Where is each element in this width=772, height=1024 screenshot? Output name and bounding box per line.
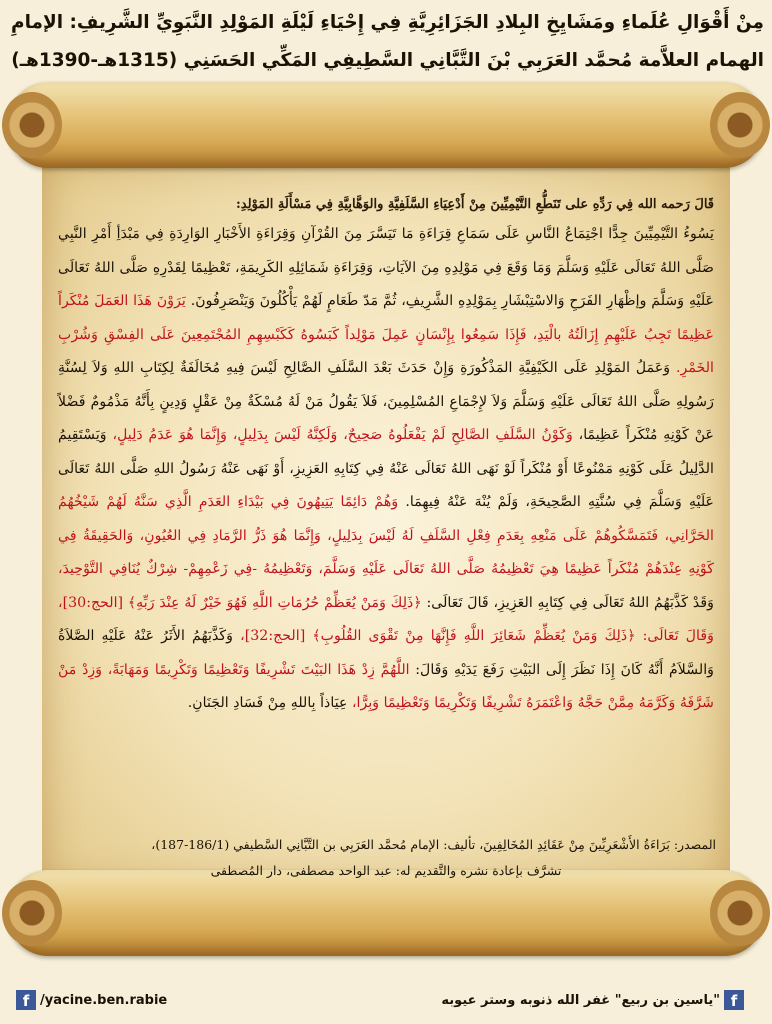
quote-p9: وَكَذَّبَهُمُ الأَثَرُ عَنْهُ عَلَيْهِ الصَّلاَةُ وَالسَّلاَمُ أَنَّهُ كَانَ إِذَا نَظَرَ إِلَى البَيْتِ رَفَعَ يَدَيْهِ وَقَالَ: [58, 628, 714, 678]
quote-p8: ﴿ذَلِكَ وَمَنْ يُعَظِّمْ حُرُمَاتِ اللَّهِ فَهُوَ خَيْرٌ لَهُ عِنْدَ رَبِّهِ﴾ [الحج:30]، وَقَالَ تَعَالَى: ﴿ذَلِكَ وَمَنْ يُعَظِّمْ شَعَائِرَ اللَّهِ فَإِنَّهَا مِنْ تَقْوَى القُلُوبِ﴾ [الحج:32]، [58, 594, 714, 644]
source-line-1: المصدر: بَرَاءَةُ الأَشْعَرِيِّينَ مِنْ عَقَائِدِ المُخَالِفِينَ، تأليف: الإمام مُحمَّد العَرَبِي بن التَّبَّانِي السَّطيفي (186/1-187)، [151, 837, 716, 852]
quote-p10: اللَّهُمَّ زِدْ هَذَا البَيْتَ تَشْرِيفًا وَتَعْظِيمًا وَتَكْرِيمًا وَمَهَابَةً، وَزِدْ مَنْ شَرَّفَهُ وَكَرَّمَهُ مِمَّنْ حَجَّهُ وَاعْتَمَرَهُ تَشْرِيفًا وَتَكْرِيمًا وَتَعْظِيمًا وَبِرًّا، [58, 661, 714, 711]
facebook-link-right[interactable] [441, 990, 744, 1010]
quote-p4: وَكَوْنُ السَّلَفِ الصَّالِحِ لَمْ يَفْعَلُوهُ صَحِيحٌ، وَلَكِنَّهُ لَيْسَ بِدَلِيلٍ، وَإِنَّمَا هُوَ عَدَمُ دَلِيلٍ، [112, 427, 573, 443]
quote-p2: يَرَوْنَ هَذَا العَمَلَ مُنْكَراً عَظِيمًا تَجِبُ عَلَيْهِمِ إِزَالَتُهُ بالْيَدِ، فَإِذَا سَمِعُوا بِإِنْسَانٍ عَمِلَ مَوْلِداً كَبَسُوهُ كَكَبْسِهِمِ المُجْتَمِعِينَ عَلَى الفِسْقِ وَشُرْبِ الخَمْرِ. [58, 293, 714, 376]
footer [0, 986, 772, 1020]
page-title [8, 4, 764, 84]
scroll-roll-top [8, 82, 764, 168]
title-line-1: مِنْ أَقْوَالِ عُلَماءِ ومَشَايِخِ البِلادِ الجَزَائِرِيَّةِ فِي إِحْيَاءِ لَيْلَةِ المَوْلِدِ النَّبَوِيِّ الشَّرِيفِ: الإمامِ [11, 12, 764, 33]
facebook-link-left[interactable] [16, 990, 167, 1010]
quote-p11: عِيَاذاً بِاللهِ مِنْ فَسَادِ الجَنَانِ. [187, 695, 348, 711]
facebook-icon: f [724, 990, 744, 1010]
source-line-2: تشرَّف بإعادة نشره والتَّقديم له: عبد الواحد مصطفى، دار المُصطفى [210, 863, 562, 878]
quote-p6: وَهُمْ دَائِمًا يَتِيهُونَ فِي بَيْدَاءِ العَدَمِ الَّذِي سَنَّهُ لَهُمْ شَيْخُهُمُ الحَرَّانِي، فَتَمَسَّكُوهُمْ عَلَى مَنْعِهِ بِعَدَمِ فِعْلِ السَّلَفِ لَهُ لَيْسَ بِدَلِيلٍ، وَإِنَّمَا هُوَ ذَرُّ الرَّمَادِ فِي العُيُونِ، وَالحَقِيقَةُ فِي كَوْنِهِ عِنْدَهُمْ مُنْكَراً عَظِيمًا هِيَ تَعْظِيمُهُ صَلَّى اللهُ تَعَالَى عَلَيْهِ وَسَلَّمَ، وَتَعْظِيمُهُ -فِي زَعْمِهِمْ- شِرْكٌ يُنَافِي التَّوْحِيدَ، [58, 494, 714, 577]
quote-p1: يَسُوءُ التَّيْمِيِّينَ جِدًّا اجْتِمَاعُ النَّاسِ عَلَى سَمَاعِ قِرَاءَةِ مَا تَيَسَّرَ مِنَ القُرْآنِ وَقِرَاءَةِ الأَخْبَارِ الوَارِدَةِ فِي مَبْدَأِ أَمْرِ النَّبِي صَلَّى اللهُ تَعَالَى عَلَيْهِ وَسَلَّمَ وَمَا وَقَعَ فِي مَوْلِدِهِ مِنَ الآيَاتِ، وَقِرَاءَةِ شَمَائِلِهِ الكَرِيمَةِ، تَعْظِيمًا لِقَدْرِهِ صَلَّى اللهُ تَعَالَى عَلَيْهِ وَسَلَّمَ وإظْهَارِ الفَرَحِ وَالاسْتِبْشَارِ بِمَوْلِدِهِ الشَّرِيفِ، ثُمَّ مَدّ طَعَامٍ لَهُمْ يَأْكُلُونَ وَيَنْصَرِفُونَ. [58, 226, 714, 309]
facebook-icon: f [16, 990, 36, 1010]
quote-p7: وَقَدْ كَذَّبَهُمُ اللهُ تَعَالَى فِي كِتَابِهِ العَزِيزِ، قَالَ تَعَالَى: [421, 594, 714, 611]
quote-intro: قَالَ رَحمه الله فِي رَدِّهِ على تَنَطُّعِ التَّيْمِيِّينَ مِنْ أَدْعِيَاءِ السَّلَفِيَّةِ والوَهَّابِيَّةِ فِي مَسْأَلَةِ المَوْلِدِ: [236, 197, 714, 212]
title-line-2: الهمام العلاَّمة مُحمَّد العَرَبِي بْنَ التَّبَّانِي السَّطِيفِي المَكِّي الحَسَنِي (1315هـ-1390هـ) [11, 50, 764, 71]
quote-p3: وَعَمَلُ المَوْلِدِ عَلَى الكَيْفِيَّةِ المَذْكُورَةِ وَإِنْ حَدَثَ بَعْدَ السَّلَفِ الصَّالِحِ لَيْسَ فِيهِ مُخَالَفَةٌ لِكِتَابِ اللهِ وَلاَ لِسُنَّةِ رَسُولِهِ صَلَّى اللهُ تَعَالَى عَلَيْهِ وَسَلَّمَ وَلاَ لإِجْمَاعِ المُسْلِمِينَ، فَلاَ يَقُولُ مَنْ لَهُ مُسْكَةٌ مِنْ عَقْلٍ وَدِينٍ بِأَنَّهُ مَذْمُومٌ فَضْلاً عَنْ كَوْنِهِ مُنْكَراً عَظِيمًا، [58, 360, 715, 443]
quote-p5: وَيَسْتَقِيمُ الدَّلِيلُ عَلَى كَوْنِهِ مَمْنُوعًا أَوْ مُنْكَراً لَوْ نَهَى اللهُ تَعَالَى عَنْهُ فِي كِتَابِهِ العَزِيزِ، أَوْ نَهَى عَنْهُ رَسُولُ اللهِ صَلَّى اللهُ تَعَالَى عَلَيْهِ وَسَلَّمَ فِي سُنَّتِهِ الصَّحِيحَةِ، وَلَمْ يُنْهَ عَنْهُ فِيهِمَا. [58, 427, 715, 510]
facebook-handle: /yacine.ben.rabie [40, 992, 168, 1008]
source-citation [56, 832, 716, 884]
author-signature: "ياسين بن ربيع" غفر الله ذنوبه وستر عيوبه [441, 992, 720, 1008]
quote-body [58, 192, 714, 837]
